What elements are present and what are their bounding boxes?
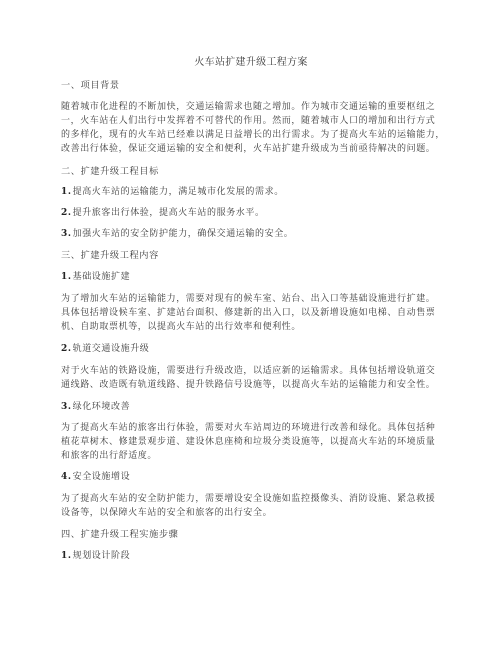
list-number: 2. [61, 208, 72, 218]
subsection-paragraph [61, 364, 445, 392]
text-line: 通线路、改造既有轨道线路、提升铁路信号设施等，以提高火车站的运输能力和安全性。 [61, 380, 436, 390]
list-number: 3. [61, 229, 72, 239]
subsection-heading [61, 470, 445, 484]
subsection-heading [61, 342, 445, 356]
text-line: 和旅客的出行舒适度。 [61, 451, 158, 461]
list-number: 3. [61, 402, 72, 412]
goal-item [61, 206, 445, 220]
section-heading-content: 三、扩建升级工程内容 [61, 250, 159, 261]
text-line: 的多样化，现有的火车站已经难以满足日益增长的出行需求。为了提高火车站的运输能力， [61, 130, 446, 140]
list-number: 1. [61, 272, 72, 282]
subsection-title: 基础设施扩建 [72, 272, 131, 282]
text-line: 植花草树木、修建景观步道、建设休息座椅和垃圾分类设施等，以提高火车站的环境质量 [61, 437, 436, 447]
subsection-title: 轨道交通设施升级 [72, 344, 150, 354]
list-number: 4. [61, 472, 72, 482]
list-number: 1. [61, 187, 72, 197]
goal-text: 加强火车站的安全防护能力，确保交通运输的安全。 [72, 229, 294, 239]
text-line: 改善出行体验，保证交通运输的安全和便利，火车站扩建升级成为当前亟待解决的问题。 [61, 144, 436, 154]
subsection-title: 规划设计阶段 [72, 551, 131, 561]
document-title: 火车站扩建升级工程方案 [194, 57, 308, 68]
text-line: 为了增加火车站的运输能力，需要对现有的候车室、站台、出入口等基础设施进行扩建。 [61, 294, 436, 304]
text-line: 机、自助取票机等，以提高火车站的出行效率和便利性。 [61, 322, 302, 332]
text-line: 对于火车站的铁路设施，需要进行升级改造，以适应新的运输需求。具体包括增设轨道交 [61, 366, 436, 376]
subsection-paragraph [61, 421, 445, 463]
section-paragraph-background [61, 100, 445, 156]
subsection-title: 绿化环境改善 [72, 402, 131, 412]
section-heading-background: 一、项目背景 [61, 80, 120, 91]
subsection-title: 安全设施增设 [72, 472, 131, 482]
subsection-heading [61, 270, 445, 284]
list-number: 2. [61, 344, 72, 354]
section-heading-goals: 二、扩建升级工程目标 [61, 166, 159, 177]
text-line: 具体包括增设候车室、扩建站台面积、修建新的出入口，以及新增设施如电梯、自动售票 [61, 308, 436, 318]
goal-item [61, 227, 445, 241]
subsection-heading [61, 400, 445, 414]
text-line: 随着城市化进程的不断加快，交通运输需求也随之增加。作为城市交通运输的重要枢纽之 [61, 102, 436, 112]
subsection-paragraph [61, 292, 445, 334]
list-number: 1. [61, 551, 72, 561]
text-line: 为了提高火车站的安全防护能力，需要增设安全设施如监控摄像头、消防设施、紧急救援 [61, 494, 436, 504]
goal-text: 提高火车站的运输能力，满足城市化发展的需求。 [72, 187, 284, 197]
subsection-heading [61, 549, 445, 563]
goal-item [61, 185, 445, 199]
text-line: 设备等，以保障火车站的安全和旅客的出行安全。 [61, 508, 273, 518]
text-line: 一，火车站在人们出行中发挥着不可替代的作用。然而，随着城市人口的增加和出行方式 [61, 116, 436, 126]
section-heading-steps: 四、扩建升级工程实施步骤 [61, 529, 179, 540]
subsection-paragraph [61, 492, 445, 520]
text-line: 为了提高火车站的旅客出行体验，需要对火车站周边的环境进行改善和绿化。具体包括种 [61, 423, 436, 433]
goal-text: 提升旅客出行体验，提高火车站的服务水平。 [72, 208, 265, 218]
